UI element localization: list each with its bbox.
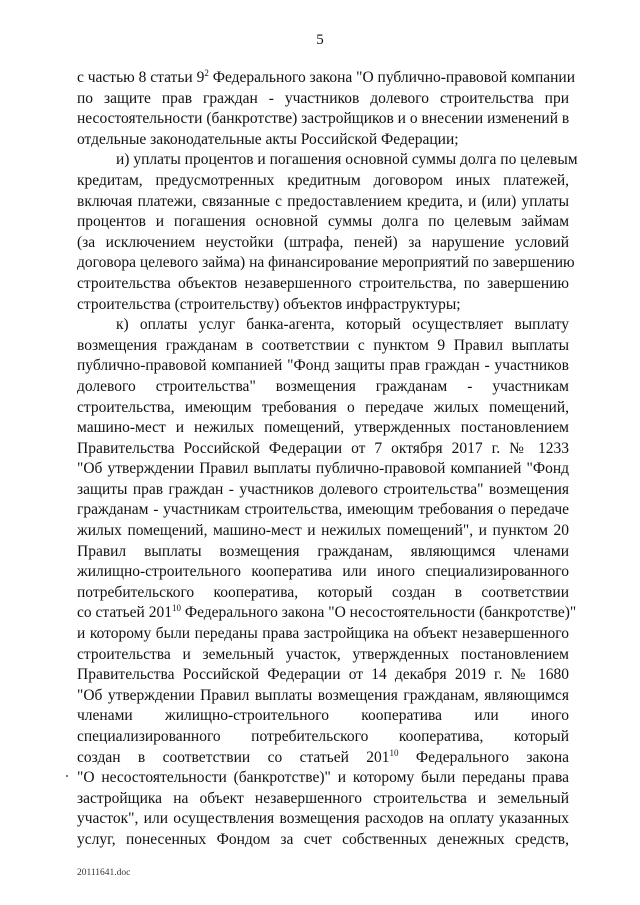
text-line: строительства, имеющим требования о передаче жилых помещений, [77,398,569,416]
paragraph-i-first-line: и) уплаты процентов и погашения основной суммы долга по целевым [116,151,578,169]
text-line: с частью 8 статьи $9^2$ Федерального закона "О публично-правовой компании [77,68,576,86]
text-line: по защите прав граждан - участников долевого строительства при [77,89,569,107]
text-line: со статьей $201^{10}$ Федерального закона "О несостоятельности (банкротстве)" [77,603,577,622]
text-line: включая платежи, связанные с предоставлением кредита, и (или) уплаты [77,192,569,210]
text-line: услуг, понесенных Фондом за счет собственных денежных средств, [77,830,569,848]
text-line: машино-мест и нежилых помещений, утвержденных постановлением [77,419,569,437]
text-line: отдельные законодательные акты Российской Федерации; [77,130,459,148]
text-line: Правительства Российской Федерации от 14 декабря 2019 г. № 1680 [77,666,569,684]
text-line: "Об утверждении Правил выплаты возмещения гражданам, являющимся [77,686,569,704]
text-line: специализированного потребительского кооператива, который [77,728,569,745]
text-line: договора целевого займа) на финансирование мероприятий по завершению [77,254,575,272]
text-line: "Об утверждении Правил выплаты публично-правовой компанией "Фонд [77,460,569,478]
text-line: защиты прав граждан - участников долевого строительства" возмещения [77,480,569,498]
text-line: строительства объектов незавершенного строительства, по завершению [77,274,569,292]
text-line: участок", или осуществления возмещения расходов на оплату указанных [77,810,569,828]
text-line: процентов и погашения основной суммы долга по целевым займам [77,213,569,231]
text-line: застройщика на объект незавершенного строительства и земельный [77,789,569,807]
text-line: строительства (строительству) объектов инфраструктуры; [77,295,461,313]
margin-mark [66,775,68,777]
text-line: "О несостоятельности (банкротстве)" и которому были переданы права [77,769,569,787]
text-line: потребительского кооператива, который создан в соответствии [77,583,569,601]
text-line: несостоятельности (банкротстве) застройщиков и о внесении изменений в [77,110,570,128]
text-line: строительства и земельный участок, утвержденных постановлением [77,645,569,663]
text-line: жилых помещений, машино-мест и нежилых помещений", и пунктом 20 [77,522,569,540]
document-code: 20111641.doc [77,868,131,878]
document-body [77,68,578,851]
text-line: долевого строительства" возмещения гражданам - участникам [77,377,569,395]
paragraph-k-first-line: к) оплаты услуг банка-агента, который осуществляет выплату [116,316,569,334]
text-line: создан в соответствии со статьей $201^{10}$ Федерального закона [77,747,569,766]
text-line: жилищно-строительного кооператива или иного специализированного [77,563,569,581]
text-line: публично-правовой компанией "Фонд защиты прав граждан - участников [77,357,569,375]
text-line: и которому были переданы права застройщика на объект незавершенного [77,625,569,643]
text-line: возмещения гражданам в соответствии с пунктом 9 Правил выплаты [77,336,569,354]
text-line: членами жилищно-строительного кооператива или иного [77,707,569,725]
text-line: гражданам - участникам строительства, имеющим требования о передаче [77,501,569,519]
page-number: 5 [316,32,324,48]
text-line: кредитам, предусмотренных кредитным договором иных платежей, [77,171,569,189]
text-line: Правил выплаты возмещения гражданам, являющимся членами [77,542,569,560]
text-line: (за исключением неустойки (штрафа, пеней) за нарушение условий [77,233,569,251]
text-line: Правительства Российской Федерации от 7 октября 2017 г. № 1233 [77,439,569,457]
